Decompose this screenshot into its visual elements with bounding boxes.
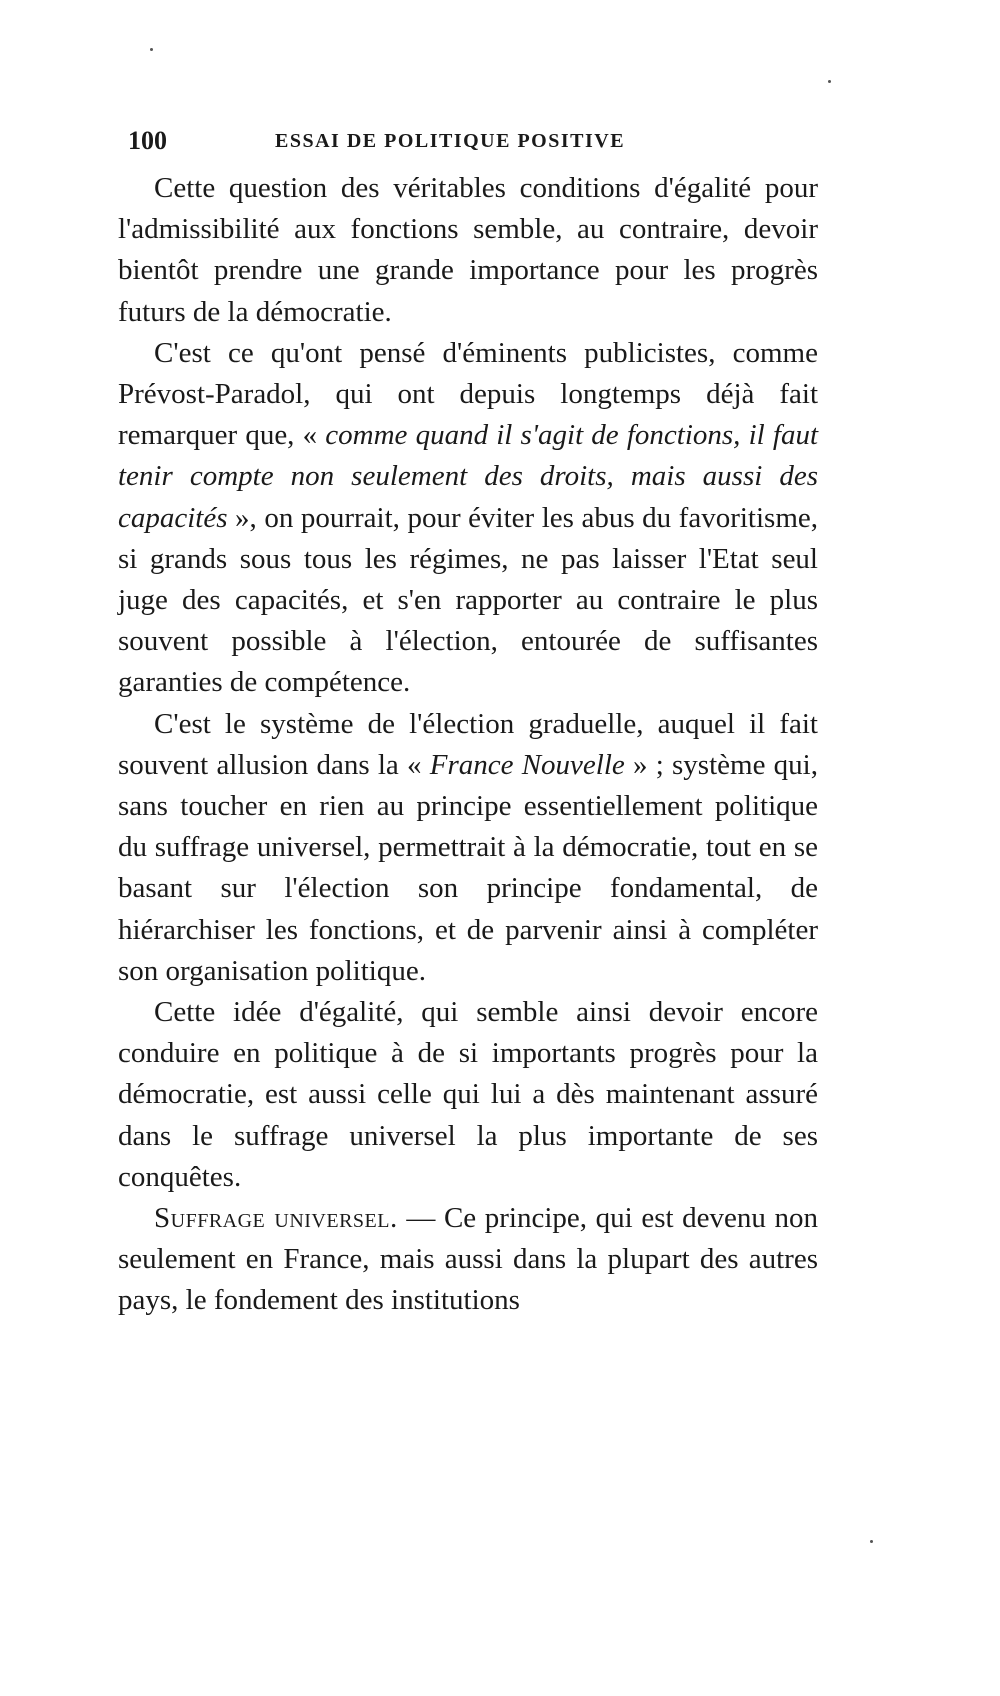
paragraph (118, 333, 818, 704)
print-speck (150, 48, 153, 51)
running-title: ESSAI DE POLITIQUE POSITIVE (275, 130, 626, 152)
print-speck (870, 1540, 873, 1543)
paragraph-text: », on pourrait, pour éviter les abus du favoritisme, si grands sous tous les régimes, ne pas laisser l'Etat seul juge des capacités, et s'en rapporter au contraire le plus souvent possible à l'élection, entourée de suffisantes garanties de compétence. (118, 501, 818, 699)
paragraph (118, 992, 818, 1198)
body-text (118, 168, 818, 1322)
paragraph-text: Cette question des véritables conditions d'égalité pour l'admissibilité aux fonctions semble, au contraire, devoir bientôt prendre une grande importance pour les progrès futurs de la démocratie. (118, 172, 818, 328)
section-heading: Suffrage universel. (154, 1202, 398, 1235)
page-number: 100 (128, 126, 167, 155)
running-head (128, 126, 728, 166)
paragraph (118, 704, 818, 992)
italic-quote: France Nouvelle (429, 748, 625, 781)
paragraph-text: C'est ce qu'ont pensé d'éminents publicistes, comme Prévost-Paradol, qui ont depuis longtemps déjà fait remarquer que, « (118, 336, 818, 452)
paragraph-text: Cette idée d'égalité, qui semble ainsi devoir encore conduire en politique à de si importants progrès pour la démocratie, est aussi celle qui lui a dès maintenant assuré dans le suffrage universel la plus importante de ses conquêtes. (118, 996, 818, 1193)
paragraph-text: — Ce principe, qui est devenu non seulement en France, mais aussi dans la plupart des autres pays, le fondement des institutions (118, 1202, 818, 1317)
paragraph-text: C'est le système de l'élection graduelle, auquel il fait souvent allusion dans la « (118, 707, 818, 781)
paragraph (118, 168, 818, 333)
print-speck (828, 80, 831, 83)
paragraph-text: » ; système qui, sans toucher en rien au principe essentiellement politique du suffrage universel, permettrait à la démocratie, tout en se basant sur l'élection son principe fondamental, de hiérarchiser les fonctions, et de parvenir ainsi à compléter son organisation politique. (118, 748, 818, 987)
italic-quote: comme quand il s'agit de fonctions, il faut tenir compte non seulement des droits, mais aussi des capacités (118, 419, 818, 534)
paragraph (118, 1198, 818, 1322)
